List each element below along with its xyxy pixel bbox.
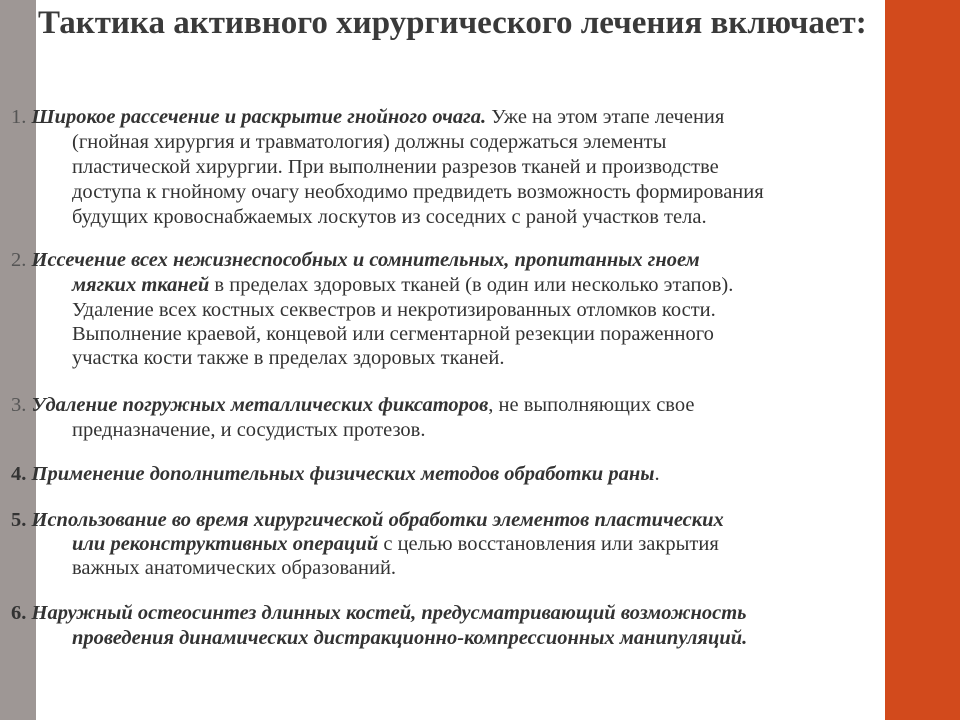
item-emphasis: Широкое рассечение и раскрытие гнойного очага. (31, 106, 487, 128)
item-line (11, 601, 747, 625)
item-text: , не выполняющих свое (488, 394, 695, 416)
item-line (11, 105, 724, 129)
item-line: важных анатомических образований. (72, 557, 397, 579)
item-line (11, 462, 660, 486)
item-line: предназначение, и сосудистых протезов. (72, 419, 426, 441)
item-emphasis: или реконструктивных операций (72, 533, 379, 555)
item-line: пластической хирургии. При выполнении разрезов тканей и производстве (72, 156, 719, 178)
slide-title: Тактика активного хирургического лечения включает: (38, 5, 867, 41)
item-text: в пределах здоровых тканей (в один или несколько этапов). (209, 274, 734, 296)
item-number: 5. (11, 509, 27, 531)
item-line: (гнойная хирургия и травматология) должны содержаться элементы (72, 131, 667, 153)
item-line: доступа к гнойному очагу необходимо предвидеть возможность формирования (72, 181, 764, 203)
item-emphasis: мягких тканей (72, 274, 210, 296)
item-emphasis: Применение дополнительных физических методов обработки раны (31, 463, 655, 485)
item-number: 2. (11, 249, 27, 271)
item-line: Выполнение краевой, концевой или сегментарной резекции пораженного (72, 323, 714, 345)
item-emphasis: Использование во время хирургической обработки элементов пластических (31, 509, 724, 531)
item-line (72, 626, 747, 650)
item-line: Удаление всех костных секвестров и некротизированных отломков кости. (72, 299, 716, 321)
item-number: 3. (11, 394, 27, 416)
item-text: Уже на этом этапе лечения (486, 106, 725, 128)
item-number: 6. (11, 602, 27, 624)
item-text: . (654, 463, 660, 485)
item-line (72, 532, 719, 556)
item-line (11, 508, 724, 532)
item-line (11, 248, 700, 272)
item-text: с целью восстановления или закрытия (378, 533, 719, 555)
item-line (72, 273, 733, 297)
item-line: будущих кровоснабжаемых лоскутов из соседних с раной участков тела. (72, 206, 707, 228)
item-number: 4. (11, 463, 27, 485)
item-emphasis: Иссечение всех нежизнеспособных и сомнительных, пропитанных гноем (31, 249, 700, 271)
item-number: 1. (11, 106, 27, 128)
item-emphasis: Наружный остеосинтез длинных костей, предусматривающий возможность (31, 602, 747, 624)
item-line (11, 393, 694, 417)
item-emphasis: проведения динамических дистракционно-компрессионных манипуляций. (72, 627, 748, 649)
item-line: участка кости также в пределах здоровых тканей. (72, 347, 505, 369)
item-emphasis: Удаление погружных металлических фиксаторов (31, 394, 489, 416)
